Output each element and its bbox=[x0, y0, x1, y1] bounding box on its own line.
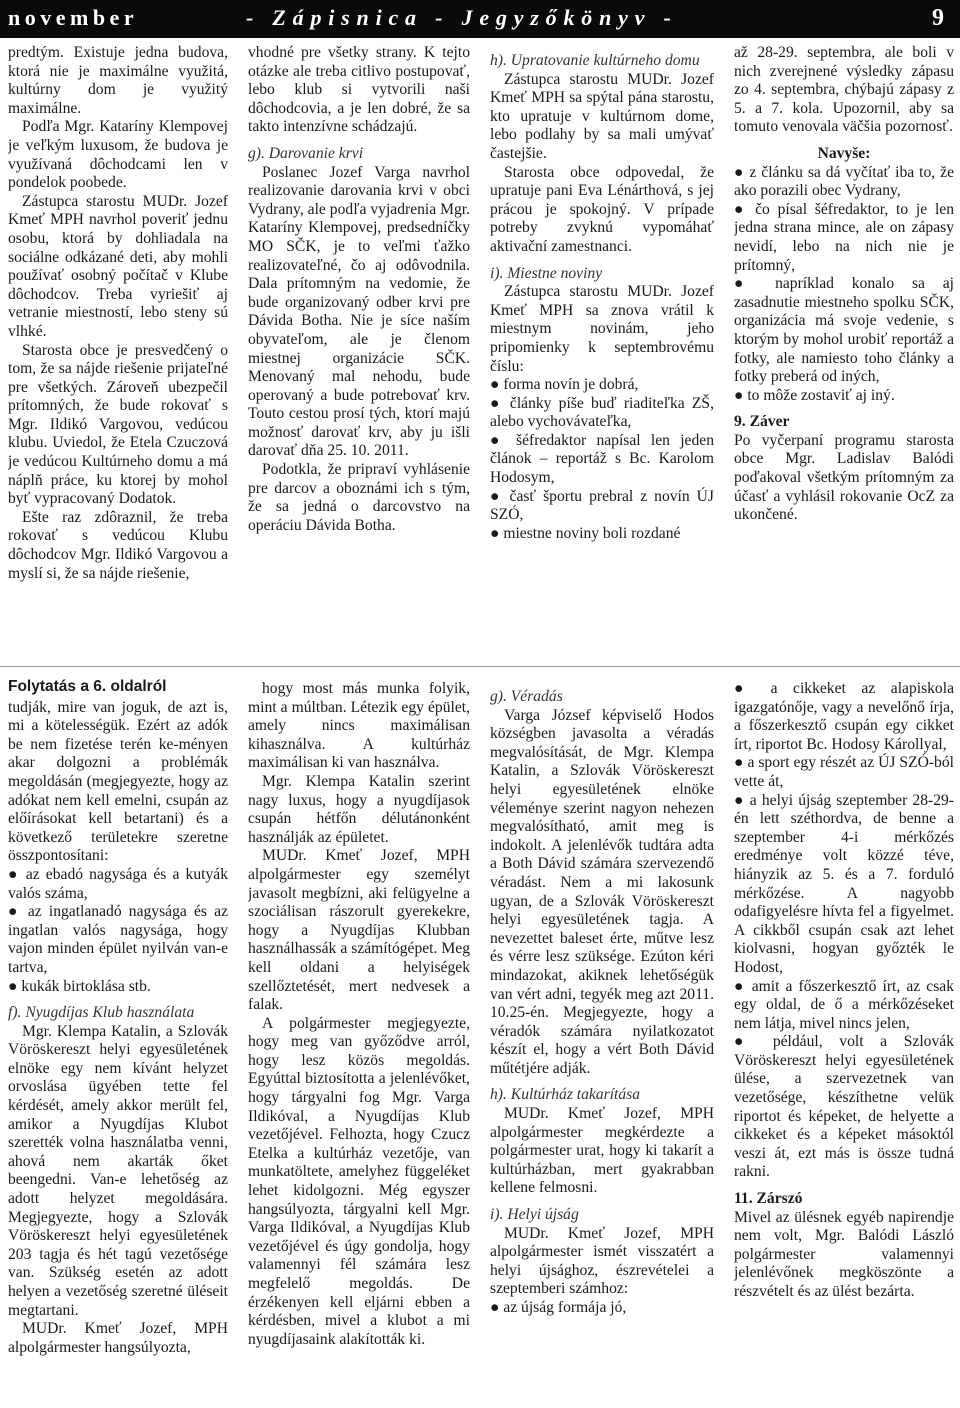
bullet-item: ● to môže zostaviť aj iný. bbox=[734, 386, 895, 404]
bold-heading: Navyše: bbox=[817, 144, 871, 162]
bullet-item: ● a helyi újság szeptember 28-29-én lett széthordva, de benne a szeptember 4-i mérkőzés eredménye volt közzé téve, hiányzik az 5. és a 7. forduló mérkőzése. A nagyobb odafigyelésre hívta fel a figyelmet. A cikkből csupán csak azt lehet kiolvasni, hogyan győzték le Hodost, bbox=[734, 791, 954, 976]
section-divider bbox=[0, 666, 960, 667]
header-title: - Zápisnica - Jegyzőkönyv - bbox=[246, 5, 678, 30]
paragraph: MUDr. Kmeť Jozef, MPH alpolgármester egy személyt javasolt megbízni, aki felügyelne a szociálisan rászorult gyerekekre, hogy a Nyugdíjas Klubban használhassák a számítógépet. Meg kell oldani a helyiségek szellőztetését, mert nedvesek a falak. bbox=[248, 847, 470, 1014]
bullet-item: ● kukák birtoklása stb. bbox=[8, 977, 151, 995]
paragraph: Mivel az ülésnek egyéb napirendje nem volt, Mgr. Balódi László polgármester valamennyi jelenlévőnek megköszönte a részvételt és az ülést bezárta. bbox=[734, 1208, 954, 1300]
paragraph: Starosta obce odpovedal, že upratuje pani Eva Lénárthová, s jej prácou je spokojný. V prípade potreby zvyknú vypomáhať aktivační zamestnanci. bbox=[490, 163, 714, 255]
bullet-item: ● čo písal šéfredaktor, to je len jedna strana mince, ale on zápasy nevidí, lebo na nich nie je prítomný, bbox=[734, 200, 954, 274]
paragraph: MUDr. Kmeť Jozef, MPH alpolgármester hangsúlyozta, bbox=[8, 1320, 228, 1356]
continued-from-note: Folytatás a 6. oldalról bbox=[8, 678, 167, 695]
bottom-column-1-body bbox=[8, 699, 228, 1358]
bullet-item: ● články píše buď riaditeľka ZŠ, alebo vychovávateľka, bbox=[490, 394, 714, 431]
paragraph: Zástupca starostu MUDr. Jozef Kmeť MPH navrhol poveriť jednu osobu, ktorá by dohliadala na sociálne odkázané deti, aby mohli používať osobný počítač v Klube dôchodcov. Treba vyriešiť aj vetranie miestností, lebo steny sú vlhké. bbox=[8, 192, 228, 340]
bullet-item: ● časť športu prebral z novín ÚJ SZÓ, bbox=[490, 487, 714, 524]
paragraph: až 28-29. septembra, ale boli v nich zverejnené výsledky zápasu zo 4. septembra, chýbajú zápasy z 5. a 7. kola. Upozornil, aby sa tomuto venovala väčšia pozornosť. bbox=[734, 44, 954, 136]
paragraph: tudják, mire van joguk, de azt is, mi a kötelességük. Ezért az adók be nem fizetése terén ke-ményen akar dolgozni a problémák megoldásán (megjegyezte, hogy az adókat nem kell emelni, csupán az előírásokat kell betartani) és a következő területekre szeretne összpontosítani: bbox=[8, 698, 228, 865]
bottom-column-2 bbox=[248, 680, 470, 1406]
bullet-item: ● miestne noviny boli rozdané bbox=[490, 524, 681, 542]
bullet-item: ● például, volt a Szlovák Vöröskereszt helyi egyesületének ülése, a szervezetnek van vezetősége, készíthetne velük riportot és képeket, de helyette a cikkeket és a képeket másoktól veszi át, ezt más is össze tudná rakni. bbox=[734, 1033, 954, 1181]
paragraph: Starosta obce je presvedčený o tom, že sa nájde riešenie prijateľné pre všetkých. Zároveň ubezpečil prítomných, že bude rokovať s Mgr. Ildikó Vargovou, vedúcou klubu. Uviedol, že Etela Czuczová je vedúcou Kultúrneho domu a má náplň práce, ku ktorej by mohol byť vypracovaný Dodatok. bbox=[8, 341, 228, 508]
bullet-item: ● a sport egy részét az ÚJ SZÓ-ból vette át, bbox=[734, 754, 954, 790]
bottom-column-1 bbox=[8, 678, 228, 1406]
paragraph: Varga József képviselő Hodos községben javasolta a véradás megvalósítását, de Mgr. Klempa Katalin, a Szlovák Vöröskereszt helyi egyesületének elnöke véleménye szerint nagyon nehezen megvalósítható, amit meg is indokolt. A jelenlévők tudtára adta a Both Dávid számára szervezendő véradást. Nem a mi lakosunk ugyan, de a Szlovák Vöröskereszt helyi egyesületének tagja. A nevezettet baleset érte, műtve lesz és vérre lesz szüksége. Ezúton kéri mindazokat, akiknek lehetőségük van vért adni, tegyék meg azt 2011. 10.25-én. Megjegyezte, hogy a véradók számára nyilatkozatot készít el, hogy a vért Both Dávid műtétjére adják. bbox=[490, 706, 714, 1077]
paragraph: MUDr. Kmeť Jozef, MPH alpolgármester ismét visszatért a helyi újsághoz, észrevételei a szeptemberi számhoz: bbox=[490, 1224, 714, 1298]
section-heading: f). Nyugdíjas Klub használata bbox=[8, 1004, 195, 1022]
paragraph: Podotkla, že pripraví vyhlásenie pre darcov a oboznámi ich s tým, že sa jedná o darcovstvo na operáciu Dávida Botha. bbox=[248, 461, 470, 534]
paragraph: Poslanec Jozef Varga navrhol realizovanie darovania krvi v obci Vydrany, ale podľa vyjadrenia Mgr. Kataríny Klempovej, predsedníčky MO SČK, je to veľmi ťažko realizovateľné, čo aj odôvodnila. Dala prítomným na vedomie, že bude organizovaný odber krvi pre Dávida Botha. Nie je síce naším obyvateľom, ale je členom miestnej organizácie SČK. Menovaný mal nehodu, bude operovaný a bude potrebovať krv. Touto cestou prosí tých, ktorí majú možnosť darovať krv, aby ju išli darovať dňa 25. 10. 2011. bbox=[248, 163, 470, 460]
bullet-item: ● a cikkeket az alapiskola igazgatónője, vagy a nevelőnő írja, a főszerkesztő csupán egy cikket írt, riportot Bc. Hodosy Károllyal, bbox=[734, 680, 954, 753]
section-heading: h). Kultúrház takarítása bbox=[490, 1086, 641, 1104]
paragraph: A polgármester megjegyezte, hogy meg van győződve arról, hogy lesz közös megoldás. Egyúttal biztosította a jelenlévőket, hogy tárgyalni fog Mgr. Varga Ildikóval, a Nyugdíjas Klub vezetőjével. Felhozta, hogy Czucz Etelka a kultúrház vezetője, van munkatöltete, amelyhez függeléket lehet kidolgozni. Még egyszer hangsúlyozta, tárgyalni kell Mgr. Varga Ildikóval, a Nyugdíjas Klub vezetőjével és úgy gondolja, hogy valamennyi fél számára lesz megfelelő megoldás. De érzékenyen kell eljárni ebben a kérdésben, mivel a klubot a mi nyugdíjasaink alakították ki. bbox=[248, 1014, 470, 1348]
bottom-column-4 bbox=[734, 680, 954, 1406]
paragraph: Zástupca starostu MUDr. Jozef Kmeť MPH sa znova vrátil k miestnym novinám, jeho pripomienky k septembrovému číslu: bbox=[490, 283, 714, 375]
top-column-2 bbox=[248, 44, 470, 660]
paragraph: Mgr. Klempa Katalin, a Szlovák Vöröskereszt helyi egyesületének elnöke egy nem kívánt helyzet orvoslása ügyében tette fel kérdését, amely akkor merült fel, amikor a Nyugdíjas Klubot szerették volna használatba venni, ahová nem akarták őket beengedni. Van-e lehetőség az adott helyzet megoldására. Megjegyezte, hogy a Szlovák Vöröskereszt helyi egyesületének 203 tagja és hét tagú vezetősége van. Szükség esetén az adott helyen a vezetőség szeretné üléseit megtartani. bbox=[8, 1022, 228, 1319]
section-heading: g). Darovanie krvi bbox=[248, 144, 364, 162]
section-heading: h). Upratovanie kultúrneho domu bbox=[490, 52, 700, 69]
paragraph: Mgr. Klempa Katalin szerint nagy luxus, hogy a nyugdíjasok csupán hétfőn délutánonként használják az épületet. bbox=[248, 772, 470, 846]
header-month: november bbox=[8, 5, 139, 30]
section-heading: i). Miestne noviny bbox=[490, 264, 603, 282]
paragraph: Podľa Mgr. Kataríny Klempovej je veľkým luxusom, že budova je využívaná dôchodcami len v pondelok poobede. bbox=[8, 118, 228, 192]
page-number: 9 bbox=[932, 5, 944, 31]
bullet-item: ● amit a főszerkesztő írt, az csak egy oldal, de ő a mérkőzéseket nem látja, mivel nincs jelen, bbox=[734, 977, 954, 1032]
bullet-item: ● forma novín je dobrá, bbox=[490, 376, 639, 394]
paragraph: predtým. Existuje jedna budova, ktorá nie je maximálne využitá, kultúrny dom je využitý maximálne. bbox=[8, 44, 228, 117]
paragraph: MUDr. Kmeť Jozef, MPH alpolgármester megkérdezte a polgármester urat, hogy ki takarít a kultúrházban, mert gyakrabban kellene felmosni. bbox=[490, 1105, 714, 1197]
paragraph: Ešte raz zdôraznil, že treba rokovať s vedúcou Klubu dôchodcov Mgr. Ildikó Vargovou a myslí si, že sa nájde riešenie, bbox=[8, 508, 228, 582]
paragraph: hogy most más munka folyik, mint a múltban. Létezik egy épület, amely nincs maximálisan kihasználva. A kultúrház maximálisan ki van használva. bbox=[248, 680, 470, 772]
bullet-item: ● napríklad konalo sa aj zasadnutie miestneho spolku SČK, organizácia má svoje vedenie, s ktorým by mohol urobiť reportáž a fotky, ale namiesto toho články a fotky preberá od iných, bbox=[734, 275, 954, 386]
bullet-item: ● az újság formája jó, bbox=[490, 1299, 627, 1316]
bullet-item: ● az ebadó nagysága és a kutyák valós száma, bbox=[8, 865, 228, 902]
paragraph: vhodné pre všetky strany. K tejto otázke ale treba citlivo postupovať, lebo klub si vytvorili naši dôchodcovia, a je len dobré, že sa takto intenzívne schádzajú. bbox=[248, 44, 470, 136]
top-column-1 bbox=[8, 44, 228, 660]
top-column-4 bbox=[734, 44, 954, 660]
paragraph: Po vyčerpaní programu starosta obce Mgr. Ladislav Balódi poďakoval všetkým prítomným za účasť a vyhlásil rokovanie OcZ za ukončené. bbox=[734, 431, 954, 524]
section-heading: g). Véradás bbox=[490, 688, 563, 705]
bullet-item: ● az ingatlanadó nagysága és az ingatlan valós nagysága, hogy vajon minden épület nyilván van-e tartva, bbox=[8, 903, 228, 976]
bold-heading: 9. Záver bbox=[734, 413, 790, 431]
bullet-item: ● šéfredaktor napísal len jeden článok – reportáž s Bc. Karolom Hodosym, bbox=[490, 431, 714, 487]
paragraph: Zástupca starostu MUDr. Jozef Kmeť MPH sa spýtal pána starostu, kto upratuje v kultúrnom dome, lebo podlahy by sa mali umývať častejšie. bbox=[490, 70, 714, 162]
section-heading: i). Helyi újság bbox=[490, 1206, 579, 1224]
bold-heading: 11. Zárszó bbox=[734, 1190, 803, 1208]
top-column-3 bbox=[490, 44, 714, 660]
bottom-column-3 bbox=[490, 680, 714, 1406]
page-header bbox=[0, 0, 960, 38]
bullet-item: ● z článku sa dá vyčítať iba to, že ako porazili obec Vydrany, bbox=[734, 163, 954, 200]
